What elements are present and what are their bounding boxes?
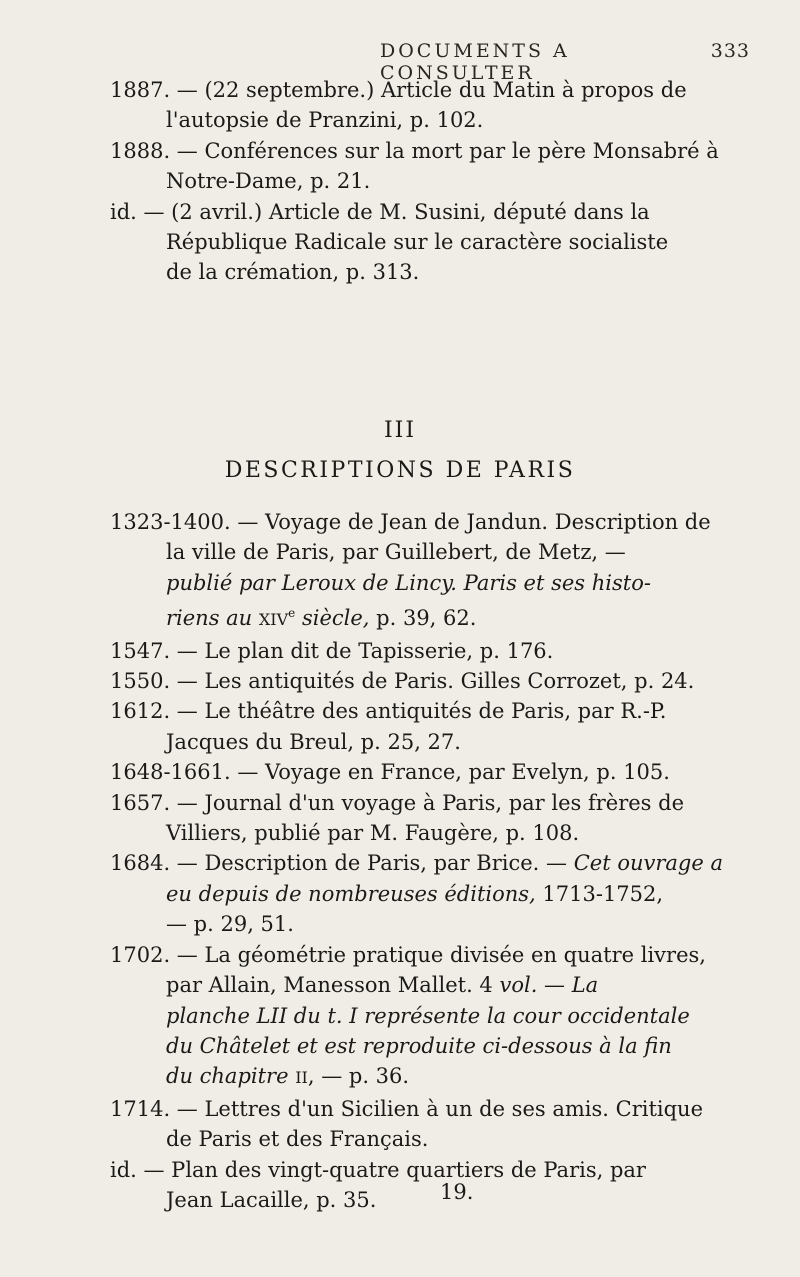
entries-block-2 [110, 507, 760, 1215]
entry-line: Jacques du Breul, p. 25, 27. [166, 729, 461, 754]
entry-line: la ville de Paris, par Guillebert, de Metz, — [166, 540, 626, 565]
entry-line: 1702. — La géométrie pratique divisée en quatre livres, [110, 942, 706, 967]
entry-id-1 [110, 197, 760, 288]
roman-text: par Allain, Manesson Mallet. 4 [166, 973, 493, 998]
entry-line: de la crémation, p. 313. [166, 260, 420, 285]
entry-1550: 1550. — Les antiquités de Paris. Gilles Corrozet, p. 24. [110, 669, 695, 694]
entry-line [110, 598, 760, 635]
italic-text: planche LII du t. I représente la cour occidentale [166, 1003, 690, 1028]
roman-text: 1713-1752, [542, 881, 664, 906]
entry-line: 1888. — Conférences sur la mort par le père Monsabré à [110, 138, 719, 163]
entry-line: id. — Plan des vingt-quatre quartiers de Paris, par [110, 1157, 646, 1182]
entry-1887 [110, 75, 760, 136]
roman-text: 1684. — Description de Paris, par Brice. — [110, 851, 568, 876]
entry-line [110, 970, 760, 1000]
entry-1657 [110, 788, 760, 849]
italic-text: Cet ouvrage a [573, 851, 723, 876]
entry-line [110, 848, 760, 878]
entry-1714 [110, 1094, 760, 1155]
italic-text: du Châtelet et est reproduite ci-dessous à la fin [166, 1033, 672, 1058]
entry-1648: 1648-1661. — Voyage en France, par Evelyn, p. 105. [110, 760, 670, 785]
italic-text: publié par Leroux de Lincy. Paris et ses histo- [166, 570, 651, 595]
small-caps-text: XIV [258, 610, 289, 630]
entries-block-1 [110, 75, 760, 288]
entry-line: Notre-Dame, p. 21. [166, 169, 371, 194]
entry-line: de Paris et des Français. [166, 1127, 429, 1152]
entry-1612 [110, 696, 760, 757]
italic-text: riens au [166, 606, 253, 631]
entry-line: 1714. — Lettres d'un Sicilien à un de ses amis. Critique [110, 1096, 703, 1121]
entry-line: 1612. — Le théâtre des antiquités de Paris, par R.-P. [110, 699, 667, 724]
entry-1323 [110, 507, 760, 636]
entry-line: l'autopsie de Pranzini, p. 102. [166, 108, 484, 133]
entry-line [110, 1001, 760, 1031]
italic-text: du chapitre [166, 1064, 289, 1089]
entry-line: — p. 29, 51. [166, 912, 294, 937]
entry-line [110, 879, 760, 909]
italic-text: eu depuis de nombreuses éditions, [166, 881, 536, 906]
entry-line: id. — (2 avril.) Article de M. Susini, député dans la [110, 199, 650, 224]
section-title: DESCRIPTIONS DE PARIS [224, 458, 576, 483]
page-number: 333 [710, 40, 750, 62]
roman-text: , — p. 36. [307, 1064, 410, 1089]
entry-line: 1657. — Journal d'un voyage à Paris, par les frères de [110, 790, 684, 815]
entry-line [110, 1061, 760, 1093]
entry-line: Villiers, publié par M. Faugère, p. 108. [166, 821, 580, 846]
entry-line: 1887. — (22 septembre.) Article du Matin à propos de [110, 78, 687, 102]
section-number: III [383, 418, 417, 443]
superscript: e [288, 606, 296, 621]
roman-text: p. 39, 62. [376, 606, 477, 631]
entry-1702 [110, 940, 760, 1094]
entry-id-2 [110, 1155, 760, 1216]
italic-text: siècle, [301, 606, 370, 631]
entry-1888 [110, 136, 760, 197]
running-title: DOCUMENTS A CONSULTER [380, 40, 570, 84]
signature-mark: 19. [440, 1180, 474, 1204]
italic-text: vol. — La [499, 973, 599, 998]
entry-line: Jean Lacaille, p. 35. [166, 1187, 377, 1212]
entry-1547: 1547. — Le plan dit de Tapisserie, p. 176. [110, 638, 554, 663]
entry-1684 [110, 848, 760, 939]
entry-line [110, 568, 760, 598]
entry-line [110, 1031, 760, 1061]
small-caps-text: II [295, 1068, 308, 1088]
entry-line: République Radicale sur le caractère socialiste [166, 230, 669, 255]
entry-line: 1323-1400. — Voyage de Jean de Jandun. Description de [110, 510, 711, 534]
